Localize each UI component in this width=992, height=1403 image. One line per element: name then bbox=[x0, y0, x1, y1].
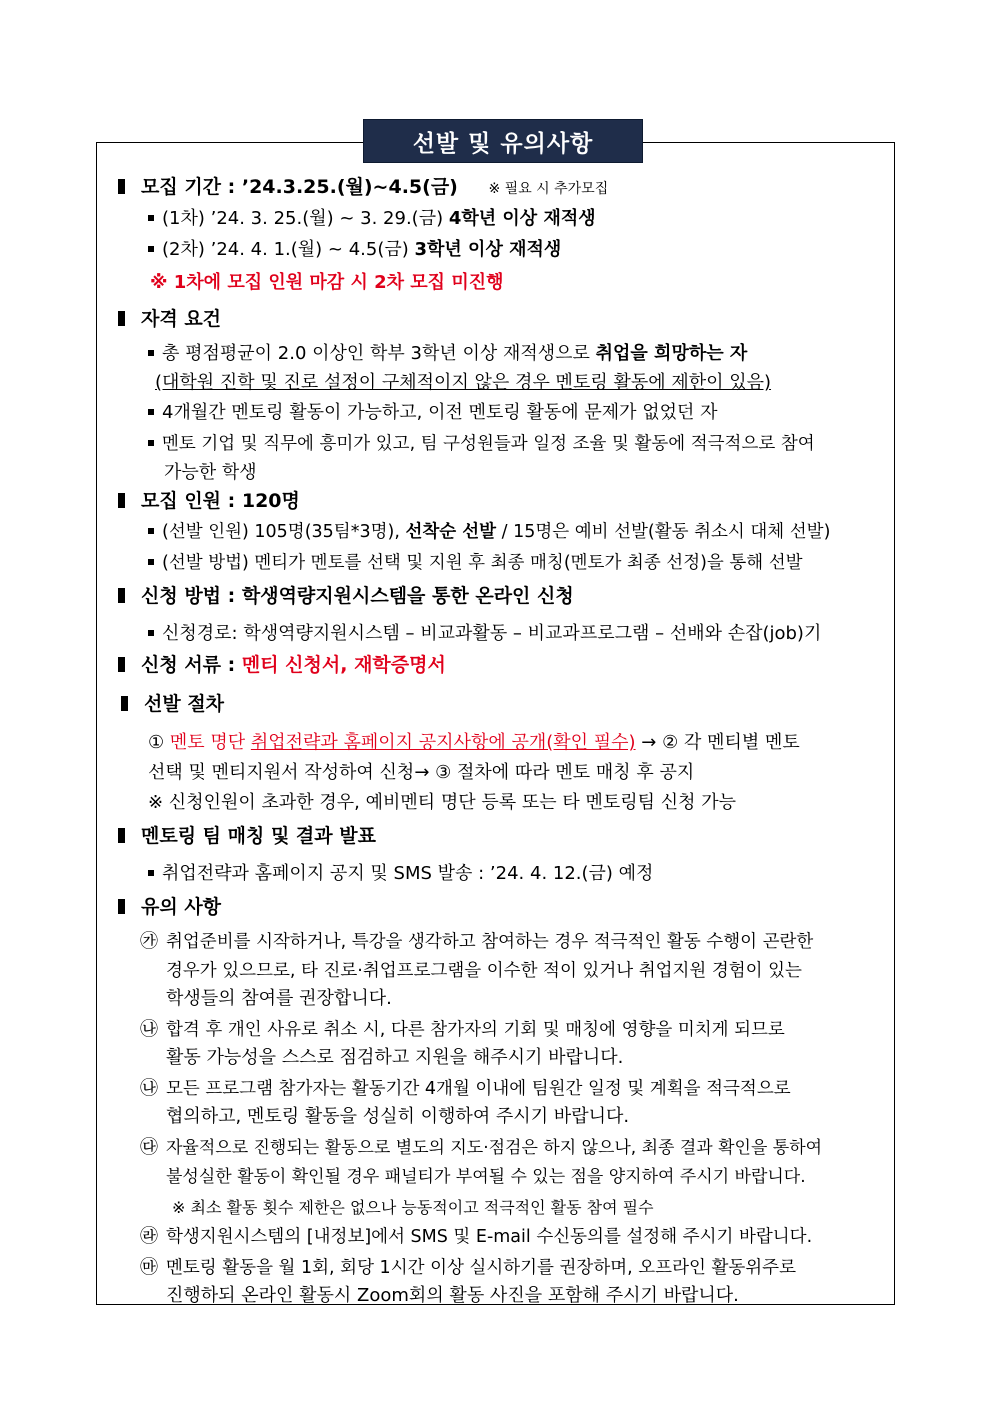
round2-target: 3학년 이상 재적생 bbox=[414, 239, 562, 260]
small-square-bullet-icon bbox=[148, 350, 154, 356]
note-6-line2: 진행하되 온라인 활동시 Zoom회의 활동 사진을 포함해 주시기 바랍니다. bbox=[166, 1285, 739, 1306]
step-1-publish: 에 공개(확인 필수) bbox=[488, 732, 636, 753]
matching-item-text: 취업전략과 홈페이지 공지 및 SMS 발송 : ’24. 4. 12.(금) 예정 bbox=[162, 863, 654, 884]
small-square-bullet-icon bbox=[148, 409, 154, 415]
note-5-line1: 학생지원시스템의 [내정보]에서 SMS 및 E-mail 수신동의를 설정해 주시기 바랍니다. bbox=[166, 1227, 813, 1247]
small-square-bullet-icon bbox=[148, 215, 154, 221]
note-4-marker: ㉰ bbox=[140, 1137, 158, 1158]
period-note: ※ 필요 시 추가모집 bbox=[488, 181, 609, 197]
page-title-text: 선발 및 유의사항 bbox=[412, 130, 594, 157]
docs-heading bbox=[118, 652, 446, 678]
period-warning: ※ 1차에 모집 인원 마감 시 2차 모집 미진행 bbox=[150, 272, 504, 293]
round1-target: 4학년 이상 재적생 bbox=[448, 208, 596, 229]
period-heading-text: 모집 기간 : ’24.3.25.(월)~4.5(금) bbox=[141, 176, 458, 198]
eligibility-item-1-note: (대학원 진학 및 진로 설정이 구체적이지 않은 경우 멘토링 활동에 제한이 있음) bbox=[155, 372, 772, 393]
notes-heading bbox=[118, 894, 221, 920]
small-square-bullet-icon bbox=[148, 246, 154, 252]
note-1-marker: ㉮ bbox=[140, 931, 158, 952]
docs-required-list: 멘티 신청서, 재학증명서 bbox=[241, 654, 446, 676]
note-2-marker: ㉯ bbox=[140, 1019, 158, 1040]
apply-route bbox=[148, 621, 821, 647]
recruit-heading bbox=[118, 488, 300, 514]
note-6-line1: 멘토링 활동을 월 1회, 회당 1시간 이상 실시하기를 권장하며, 오프라인 활동위주로 bbox=[166, 1258, 796, 1278]
page-title bbox=[363, 119, 643, 163]
round2-dates: (2차) ’24. 4. 1.(월) ~ 4.5(금) bbox=[162, 239, 415, 260]
eligibility-item-2-text: 4개월간 멘토링 활동이 가능하고, 이전 멘토링 활동에 문제가 없었던 자 bbox=[162, 402, 718, 423]
selection-step-2: 선택 및 멘티지원서 작성하여 신청→ ③ 절차에 따라 멘토 매칭 후 공지 bbox=[148, 762, 695, 783]
recruit-item-1-count: (선발 인원) 105명(35팀*3명), bbox=[162, 522, 406, 542]
square-bullet-icon bbox=[118, 588, 125, 603]
note-6-marker: ㉲ bbox=[140, 1257, 158, 1278]
selection-heading bbox=[121, 691, 224, 717]
selection-step-1 bbox=[148, 730, 890, 756]
period-round2 bbox=[148, 237, 561, 263]
small-square-bullet-icon bbox=[148, 559, 154, 565]
square-bullet-icon bbox=[118, 493, 125, 508]
eligibility-item-1-text: 총 평점평균이 2.0 이상인 학부 3학년 이상 재적생으로 bbox=[162, 343, 596, 364]
note-4-remark: ※ 최소 활동 횟수 제한은 없으나 능동적이고 적극적인 활동 참여 필수 bbox=[172, 1198, 654, 1217]
note-1-line2: 경우가 있으므로, 타 진로·취업프로그램을 이수한 적이 있거나 취업지원 경험이 있는 bbox=[166, 961, 802, 981]
small-square-bullet-icon bbox=[148, 528, 154, 534]
period-round1 bbox=[148, 206, 596, 232]
matching-heading bbox=[118, 823, 376, 849]
period-heading bbox=[118, 174, 608, 202]
eligibility-item-2 bbox=[148, 400, 718, 426]
eligibility-item-3-line2: 가능한 학생 bbox=[164, 462, 257, 483]
eligibility-item-1 bbox=[148, 341, 747, 367]
step-1-mentor-list: 멘토 명단 bbox=[169, 732, 251, 753]
square-bullet-icon bbox=[118, 311, 125, 326]
note-5-marker: ㉱ bbox=[140, 1226, 158, 1247]
matching-item bbox=[148, 861, 653, 887]
apply-heading-text: 신청 방법 : 학생역량지원시스템을 통한 온라인 신청 bbox=[141, 585, 574, 607]
square-bullet-icon bbox=[121, 696, 128, 711]
recruit-item-2-text: (선발 방법) 멘티가 멘토를 선택 및 지원 후 최종 매칭(멘토가 최종 선정)을 통해 선발 bbox=[162, 553, 803, 573]
note-1-line3: 학생들의 참여를 권장합니다. bbox=[166, 988, 392, 1009]
small-square-bullet-icon bbox=[148, 870, 154, 876]
recruit-item-1 bbox=[148, 519, 830, 545]
recruit-item-1-emphasis: 선착순 선발 bbox=[405, 522, 497, 542]
note-4-line1: 자율적으로 진행되는 활동으로 별도의 지도·점검은 하지 않으나, 최종 결과 확인을 통하여 bbox=[166, 1138, 823, 1158]
note-3-marker: ㉯ bbox=[140, 1078, 158, 1099]
square-bullet-icon bbox=[118, 657, 125, 672]
recruit-heading-text: 모집 인원 : 120명 bbox=[141, 490, 300, 512]
square-bullet-icon bbox=[118, 828, 125, 843]
square-bullet-icon bbox=[118, 179, 125, 194]
eligibility-item-1-emphasis: 취업을 희망하는 자 bbox=[595, 343, 748, 364]
step-1-marker: ① bbox=[148, 732, 170, 753]
selection-note: ※ 신청인원이 초과한 경우, 예비멘티 명단 등록 또는 타 멘토링팀 신청 가능 bbox=[148, 792, 736, 813]
recruit-item-1-reserve: / 15명은 예비 선발(활동 취소시 대체 선발) bbox=[496, 522, 831, 542]
square-bullet-icon bbox=[118, 899, 125, 914]
eligibility-heading bbox=[118, 306, 221, 332]
step-1-notice-link[interactable]: 취업전략과 홈페이지 공지사항 bbox=[250, 732, 489, 753]
eligibility-item-3-line1: 멘토 기업 및 직무에 흥미가 있고, 팀 구성원들과 일정 조율 및 활동에 적극적으로 참여 bbox=[162, 434, 815, 454]
round1-dates: (1차) ’24. 3. 25.(월) ~ 3. 29.(금) bbox=[162, 208, 449, 229]
note-1-line1: 취업준비를 시작하거나, 특강을 생각하고 참여하는 경우 적극적인 활동 수행이 곤란한 bbox=[166, 932, 814, 952]
step-1-next: → ② 각 멘티별 멘토 bbox=[635, 732, 800, 753]
note-3-line2: 협의하고, 멘토링 활동을 성실히 이행하여 주시기 바랍니다. bbox=[166, 1106, 630, 1127]
eligibility-heading-text: 자격 요건 bbox=[141, 308, 222, 330]
note-2-line2: 활동 가능성을 스스로 점검하고 지원을 해주시기 바랍니다. bbox=[166, 1047, 624, 1068]
note-4-line2: 불성실한 활동이 확인될 경우 패널티가 부여될 수 있는 점을 양지하여 주시기 바랍니다. bbox=[166, 1167, 806, 1187]
small-square-bullet-icon bbox=[148, 630, 154, 636]
docs-heading-text: 신청 서류 : bbox=[141, 654, 242, 676]
eligibility-item-3 bbox=[148, 431, 890, 457]
matching-heading-text: 멘토링 팀 매칭 및 결과 발표 bbox=[141, 825, 376, 847]
notes-heading-text: 유의 사항 bbox=[141, 896, 222, 918]
note-2-line1: 합격 후 개인 사유로 취소 시, 다른 참가자의 기회 및 매칭에 영향을 미치게 되므로 bbox=[166, 1020, 785, 1040]
apply-route-text: 신청경로: 학생역량지원시스템 – 비교과활동 – 비교과프로그램 – 선배와 손잡(job)기 bbox=[162, 623, 822, 644]
apply-heading bbox=[118, 583, 574, 609]
selection-heading-text: 선발 절차 bbox=[144, 693, 225, 715]
small-square-bullet-icon bbox=[148, 440, 154, 446]
note-3-line1: 모든 프로그램 참가자는 활동기간 4개월 이내에 팀원간 일정 및 계획을 적극적으로 bbox=[166, 1079, 791, 1099]
recruit-item-2 bbox=[148, 550, 803, 576]
